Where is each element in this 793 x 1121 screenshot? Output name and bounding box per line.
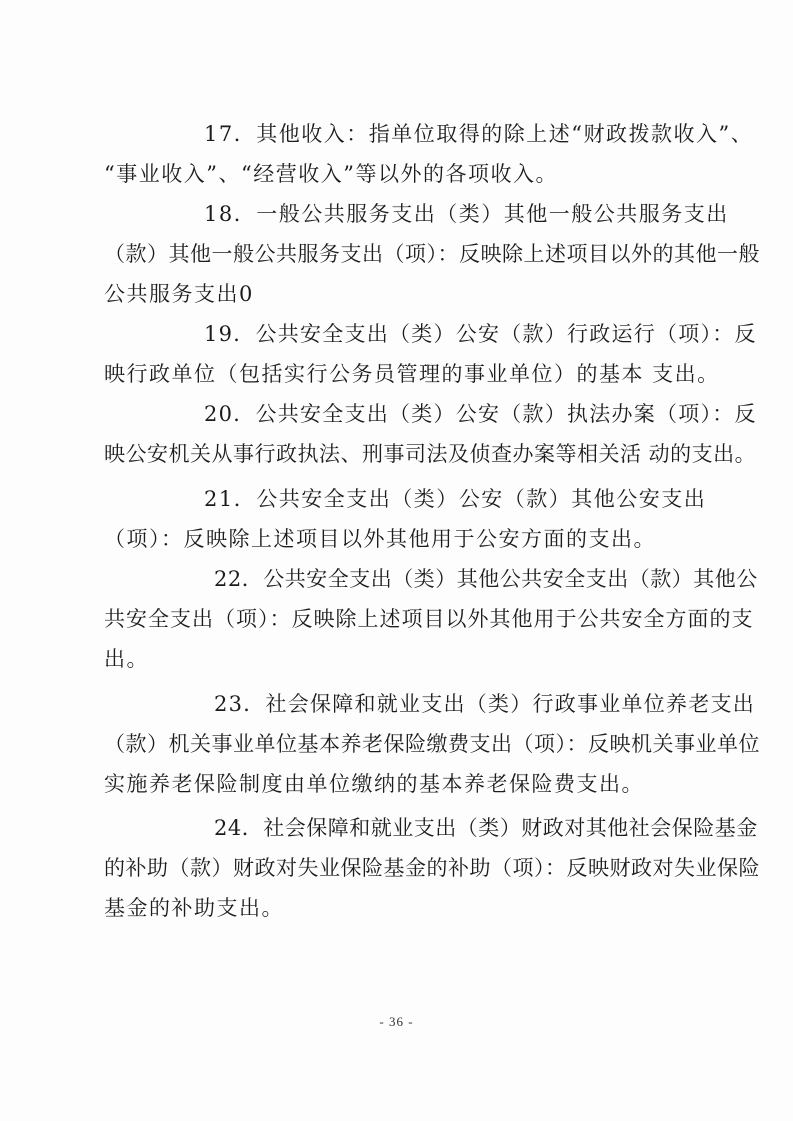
paragraph-23-line-2: （款）机关事业单位基本养老保险缴费支出（项）：反映机关事业单位: [104, 732, 760, 756]
paragraph-19-line-2: 映行政单位（包括实行公务员管理的事业单位）的基本 支出。: [104, 362, 720, 386]
paragraph-24-line-2: 的补助（款）财政对失业保险基金的补助（项）：反映财政对失业保险: [104, 856, 760, 880]
paragraph-22-line-1: 22．公共安全支出（类）其他公共安全支出（款）其他公: [214, 567, 758, 591]
paragraph-22-line-3: 出。: [104, 647, 149, 671]
paragraph-18-line-3: 公共服务支出0: [104, 282, 254, 306]
paragraph-23-line-1: 23．社会保障和就业支出（类）行政事业单位养老支出: [214, 692, 755, 716]
paragraph-20-line-2: 映公安机关从事行政执法、刑事司法及侦查办案等相关活 动的支出。: [104, 442, 757, 466]
paragraph-18-line-2: （款）其他一般公共服务支出（项）：反映除上述项目以外的其他一般: [104, 242, 760, 266]
paragraph-17-line-1: 17．其他收入：指单位取得的除上述“财政拨款收入”、: [204, 122, 754, 146]
paragraph-17-line-2: “事业收入”、“经营收入”等以外的各项收入。: [104, 162, 558, 186]
paragraph-24-line-1: 24．社会保障和就业支出（类）财政对其他社会保险基金: [214, 816, 758, 840]
paragraph-18-line-1: 18．一般公共服务支出（类）其他一般公共服务支出: [204, 202, 729, 226]
paragraph-21-line-2: （项）：反映除上述项目以外其他用于公安方面的支出。: [104, 527, 656, 551]
paragraph-23-line-3: 实施养老保险制度由单位缴纳的基本养老保险费支出。: [104, 772, 644, 796]
paragraph-21-line-1: 21．公共安全支出（类）公安（款）其他公安支出: [204, 487, 707, 511]
paragraph-19-line-1: 19．公共安全支出（类）公安（款）行政运行（项）：反: [204, 322, 757, 346]
paragraph-24-line-3: 基金的补助支出。: [104, 896, 284, 920]
paragraph-22-line-2: 共安全支出（项）：反映除上述项目以外其他用于公共安全方面的支: [104, 607, 754, 631]
page-number: - 36 -: [379, 1014, 414, 1029]
paragraph-20-line-1: 20．公共安全支出（类）公安（款）执法办案（项）：反: [204, 402, 757, 426]
